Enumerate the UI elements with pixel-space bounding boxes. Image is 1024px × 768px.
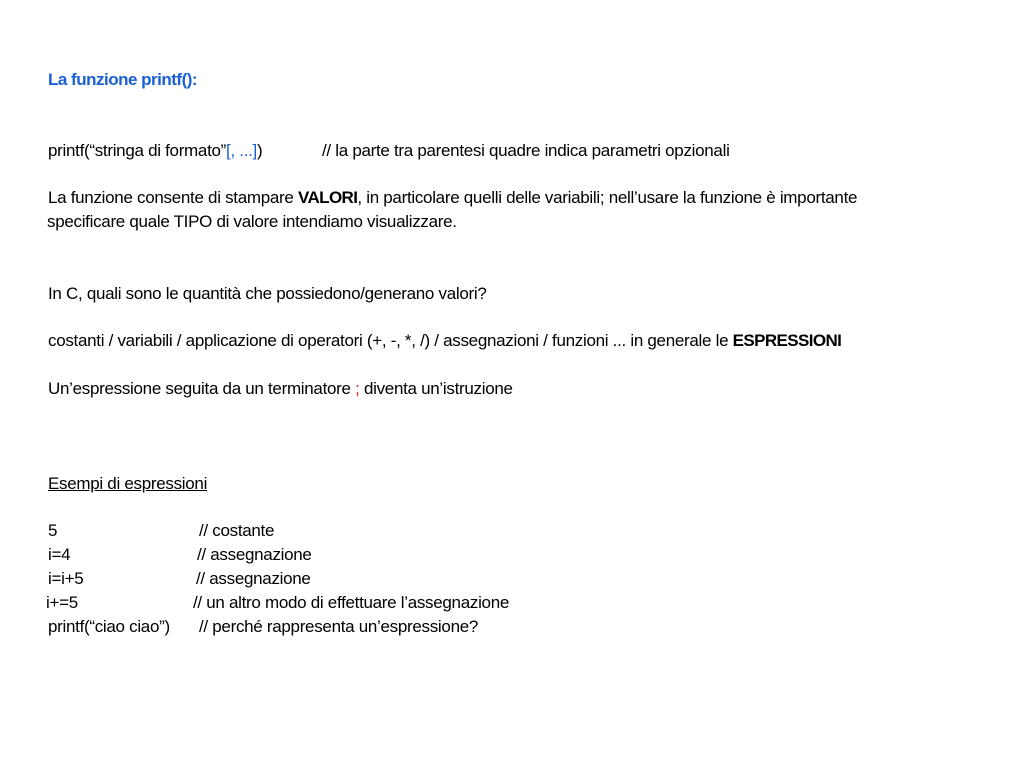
examples-heading: Esempi di espressioni: [48, 474, 208, 493]
example-code: i+=5: [46, 593, 78, 612]
paragraph-line-2: specificare quale TIPO di valore intendiamo visualizzare.: [47, 212, 457, 231]
page-title: La funzione printf():: [48, 70, 198, 89]
example-code: i=i+5: [48, 569, 84, 588]
paragraph-text-1: La funzione consente di stampare: [48, 188, 298, 207]
paragraph-line-1: [48, 188, 857, 208]
syntax-optional-params: [, ...]: [226, 141, 257, 160]
syntax-code-prefix: printf(“stringa di formato”: [48, 141, 227, 160]
example-code: 5: [48, 521, 58, 540]
syntax-line: [48, 141, 262, 161]
syntax-comment: // la parte tra parentesi quadre indica parametri opzionali: [322, 141, 730, 160]
example-comment: // un altro modo di effettuare l’assegnazione: [193, 593, 510, 612]
paragraph-text-2: , in particolare quelli delle variabili; nell’usare la funzione è importante: [357, 188, 858, 207]
answer-line: [48, 331, 841, 351]
example-comment: // costante: [199, 521, 275, 540]
example-comment: // assegnazione: [197, 545, 312, 564]
example-comment: // perché rappresenta un’espressione?: [199, 617, 479, 636]
statement-text-2: diventa un’istruzione: [359, 379, 513, 398]
answer-text: costanti / variabili / applicazione di operatori (+, -, *, /) / assegnazioni / funzioni ... in generale le: [48, 331, 733, 350]
example-code: i=4: [48, 545, 71, 564]
terminator-symbol: ;: [355, 379, 360, 398]
example-comment: // assegnazione: [196, 569, 311, 588]
espressioni-keyword: ESPRESSIONI: [732, 331, 842, 350]
example-code: printf(“ciao ciao”): [48, 617, 170, 636]
statement-line: [48, 379, 513, 399]
statement-text-1: Un’espressione seguita da un terminatore: [48, 379, 356, 398]
syntax-code-suffix: ): [256, 141, 263, 160]
question-line: In C, quali sono le quantità che possiedono/generano valori?: [48, 284, 487, 303]
valori-keyword: VALORI: [298, 188, 358, 207]
